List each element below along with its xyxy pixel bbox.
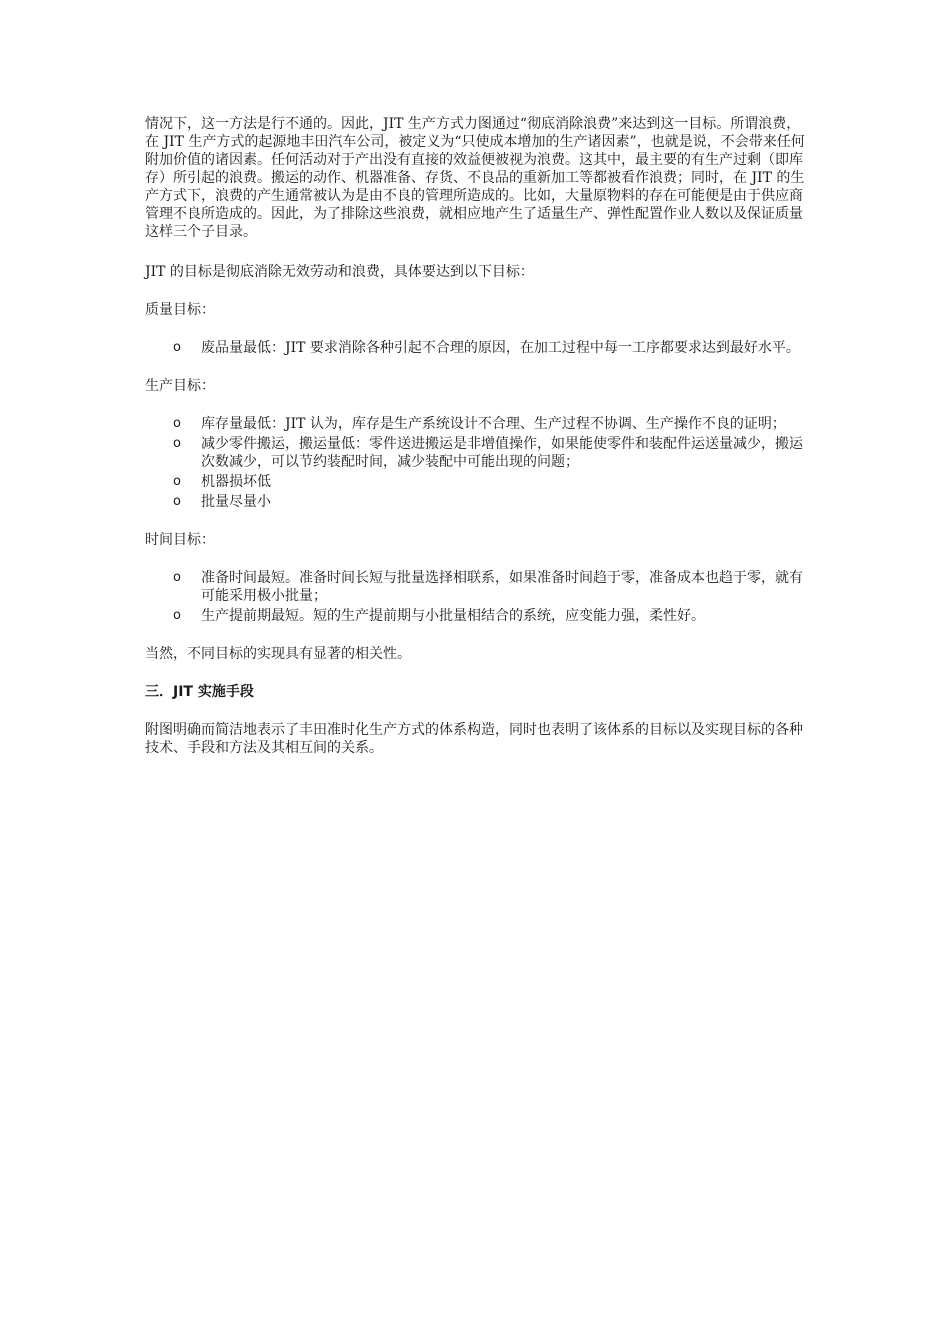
bullet-marker: o: [173, 416, 181, 431]
list-item: [145, 473, 813, 491]
time-goals-label: 时间目标：: [145, 532, 215, 548]
production-goals-label: 生产目标：: [145, 378, 215, 394]
list-item-text: 库存量最低：JIT 认为，库存是生产系统设计不合理、生产过程不协调、生产操作不良的证明；: [201, 416, 786, 432]
time-goals-list: [145, 569, 813, 625]
section-heading: 三．JIT 实施手段: [145, 684, 254, 700]
bullet-marker: o: [173, 608, 181, 623]
quality-goals-list: [145, 339, 813, 357]
list-item: [145, 569, 813, 605]
bullet-marker: o: [173, 570, 181, 585]
closing-paragraph: 附图明确而简洁地表示了丰田准时化生产方式的体系构造，同时也表明了该体系的目标以及实现目标的各种技术、手段和方法及其相互间的关系。: [145, 722, 803, 756]
quality-goals-label: 质量目标：: [145, 302, 215, 318]
bullet-marker: o: [173, 340, 181, 355]
list-item: [145, 415, 813, 433]
list-item-text: 减少零件搬运，搬运量低：零件送进搬运是非增值操作，如果能使零件和装配件运送量减少，搬运次数减少，可以节约装配时间，减少装配中可能出现的问题；: [201, 436, 803, 470]
list-item-text: 批量尽量小: [201, 494, 271, 510]
list-item: [145, 435, 813, 471]
list-item: [145, 607, 813, 625]
list-item-text: 废品量最低：JIT 要求消除各种引起不合理的原因，在加工过程中每一工序都要求达到最好水平。: [201, 340, 800, 356]
bullet-marker: o: [173, 436, 181, 451]
bullet-marker: o: [173, 474, 181, 489]
list-item: [145, 493, 813, 511]
intro-paragraph: 情况下，这一方法是行不通的。因此，JIT 生产方式力图通过“彻底消除浪费”来达到这一目标。所谓浪费，在 JIT 生产方式的起源地丰田汽车公司，被定义为“只使成本增加的生产诸因素”，也就是说，不会带来任何附加价值的诸因素。任何活动对于产出没有直接的效益便被视为浪费。这其中，最主要的有生产过剩（即库存）所引起的浪费。搬运的动作、机器准备、存货、不良品的重新加工等都被看作浪费；同时，在 JIT 的生产方式下，浪费的产生通常被认为是由不良的管理所造成的。比如，大量原物料的存在可能便是由于供应商管理不良所造成的。因此，为了排除这些浪费，就相应地产生了适量生产、弹性配置作业人数以及保证质量这样三个子目录。: [145, 116, 805, 240]
goal-intro: JIT 的目标是彻底消除无效劳动和浪费，具体要达到以下目标：: [145, 264, 534, 280]
list-item-text: 准备时间最短。准备时间长短与批量选择相联系，如果准备时间趋于零，准备成本也趋于零，就有可能采用极小批量；: [201, 570, 803, 604]
bullet-marker: o: [173, 494, 181, 509]
list-item-text: 生产提前期最短。短的生产提前期与小批量相结合的系统，应变能力强，柔性好。: [201, 608, 705, 624]
list-item: [145, 339, 813, 357]
list-item-text: 机器损坏低: [201, 474, 271, 490]
correlation-note: 当然，不同目标的实现具有显著的相关性。: [145, 646, 411, 662]
production-goals-list: [145, 415, 813, 511]
document-page: [145, 115, 813, 777]
